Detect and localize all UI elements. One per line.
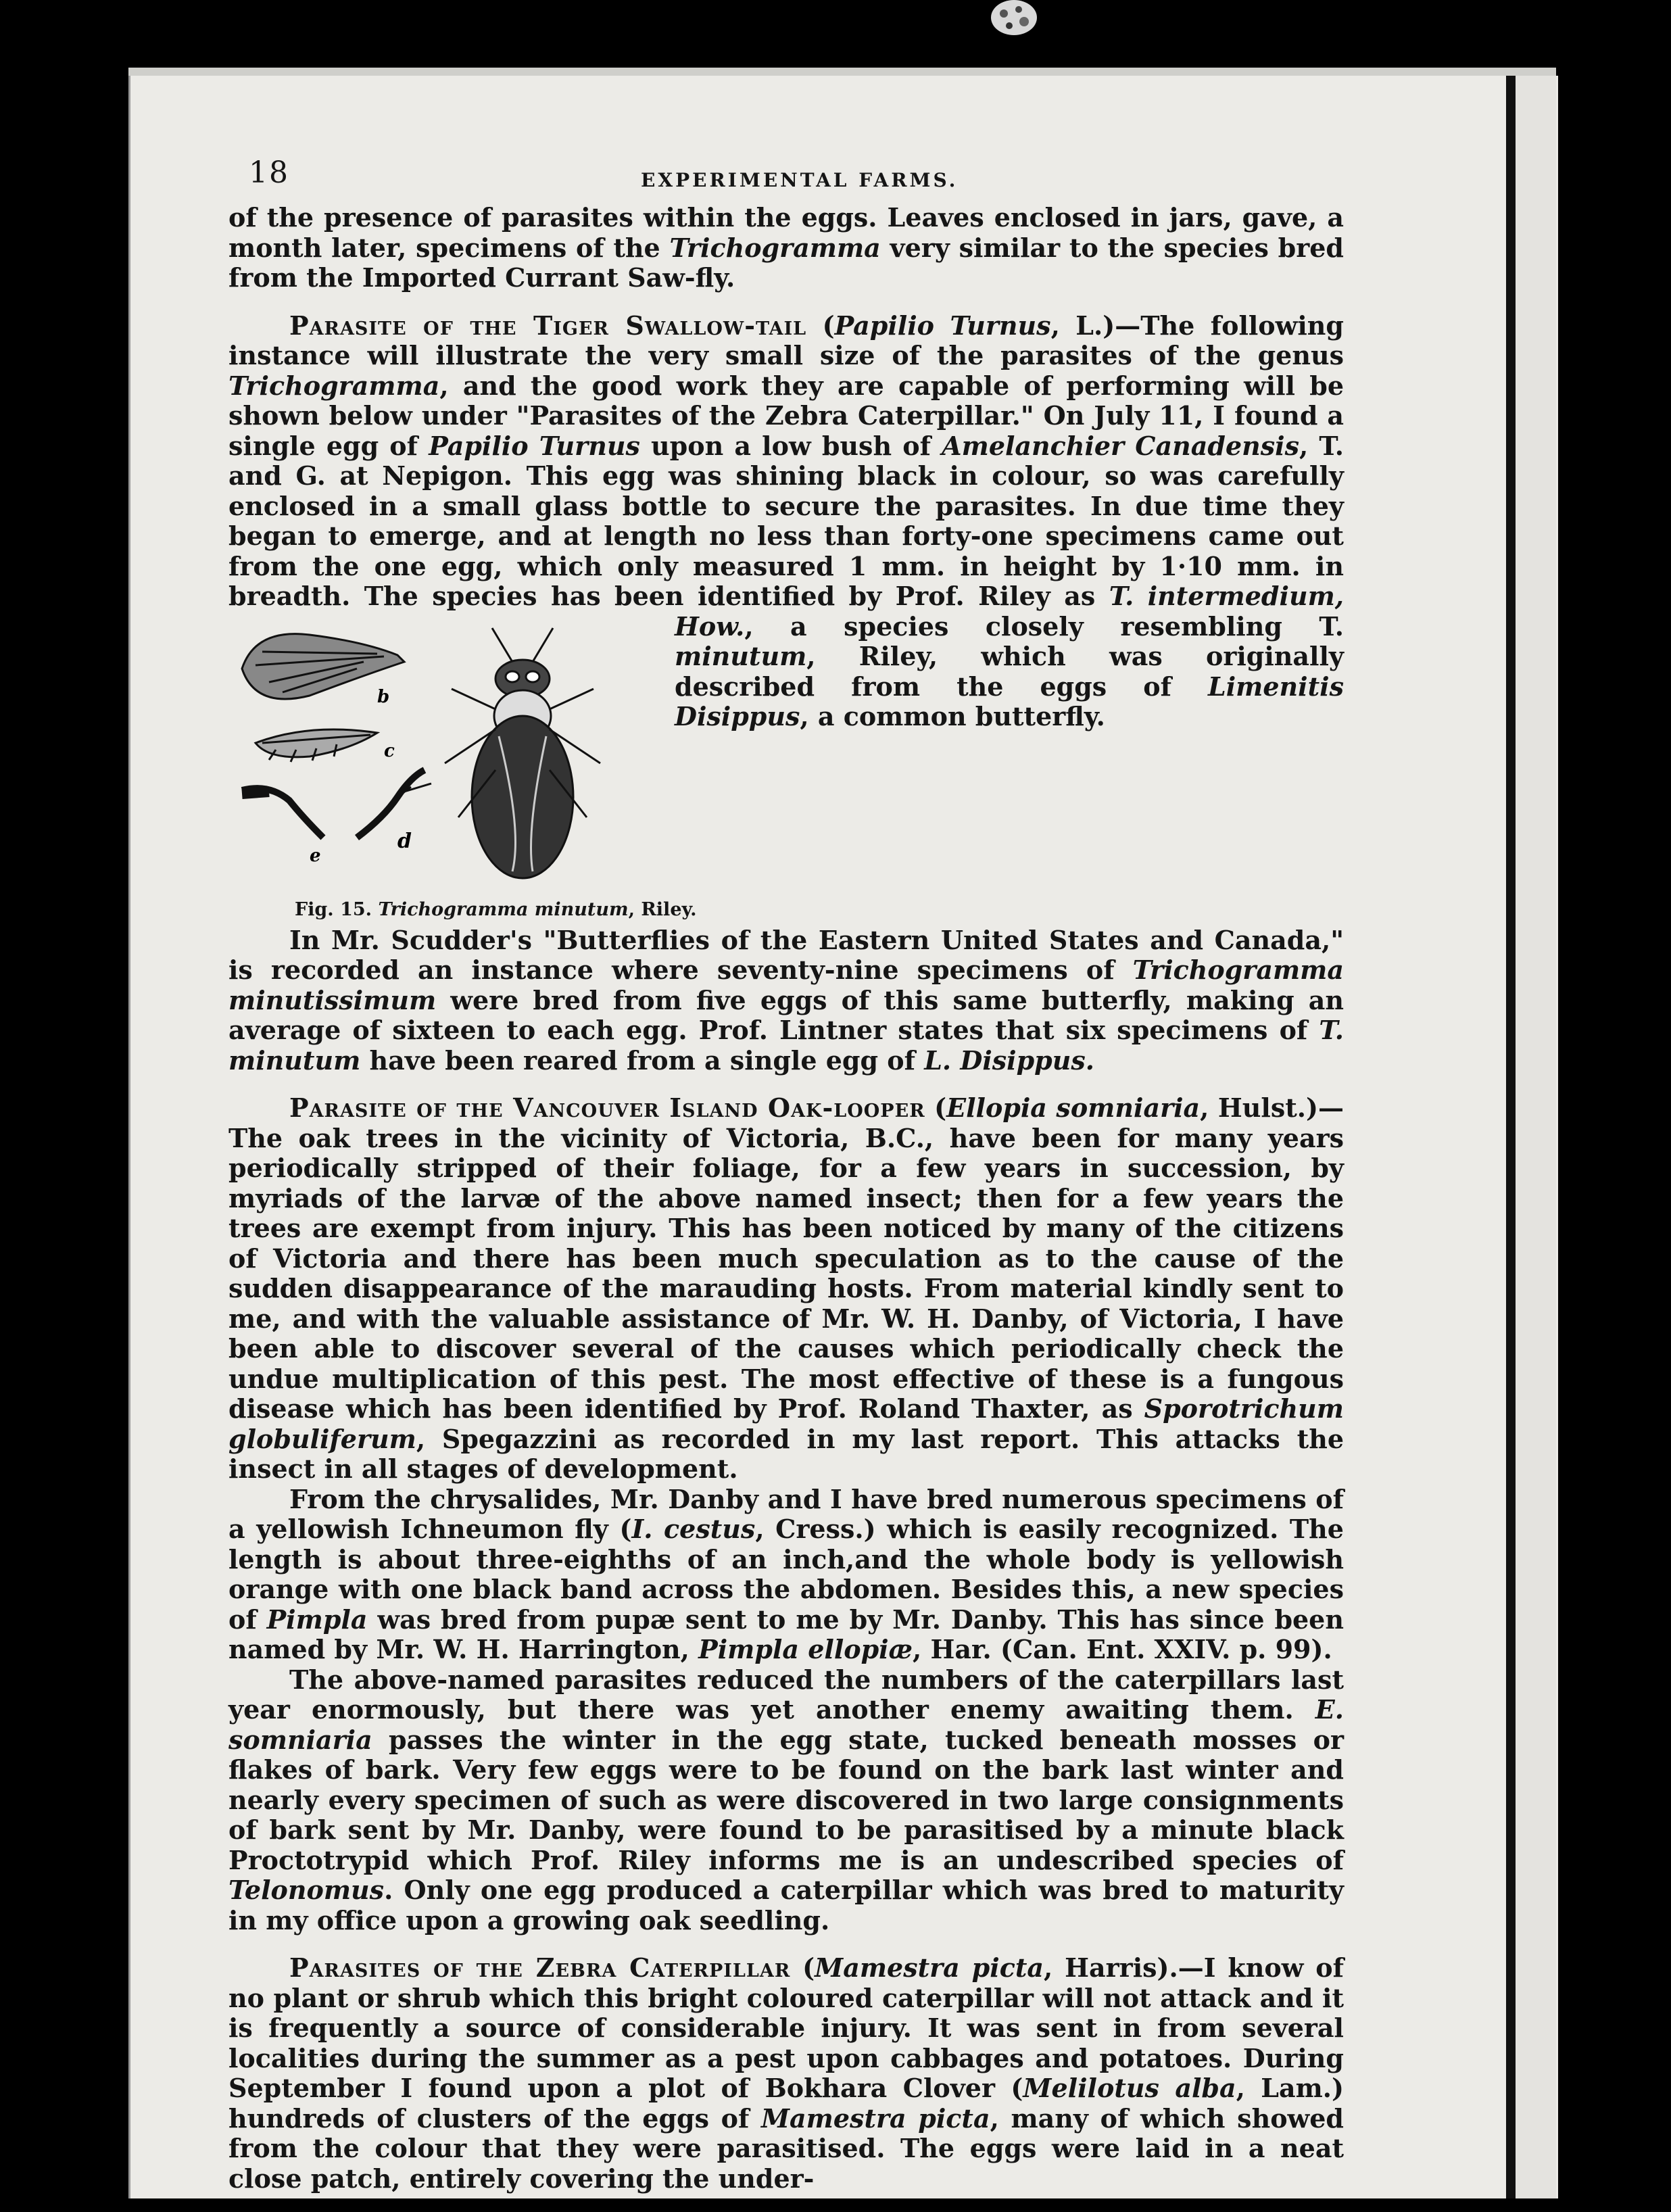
document-page — [228, 155, 1344, 2194]
figure-trichogramma — [228, 615, 697, 925]
scan-blemish — [984, 0, 1044, 39]
figure-label-c: c — [384, 740, 395, 761]
section-heading: Parasite of the Tiger Swallow-tail — [289, 310, 807, 341]
figure-label-d: d — [397, 829, 412, 853]
binding-edge — [1506, 76, 1516, 2198]
paragraph-tiger-swallowtail: Parasite of the Tiger Swallow-tail (Papilio Turnus, L.)—The following instance will illustrate the very small size of the parasites of the genus Trichogramma, and the good work they are capable of performing will be shown below under "Parasites of the Zebra Caterpillar." On July 11, I found a single egg of Papilio Turnus upon a low bush of Amelanchier Canadensis, T. and G. at Nepigon. This egg was shining black in colour, so was carefully enclosed in a small glass bottle to secure the parasites. In due time they began to emerge, and at length no less than forty-one specimens came out from the one egg, which only measured 1 mm. in height by 1·10 mm. in breadth. The species has been identified by Prof. Riley as b c e d Fig. 15. Trichogramma minutum, Riley. T. intermedium, How., a species closely resembling T. minutum, Riley, which was originally described from the eggs of Limenitis Disippus, a common butterfly. — [228, 311, 1344, 732]
page-header — [228, 155, 1344, 203]
paragraph-scudder: In Mr. Scudder's "Butterflies of the Eastern United States and Canada," is recorded an instance where seventy-nine specimens of Trichogramma minutissimum were bred from five eggs of this same butterfly, making an average of sixteen to each egg. Prof. Lintner states that six specimens of T. minutum have been reared from a single egg of L. Disippus. — [228, 924, 1344, 1076]
figure-label-b: b — [377, 686, 390, 707]
figure-caption: Fig. 15. Trichogramma minutum, Riley. — [295, 899, 697, 920]
paragraph-parasites-reduced: The above-named parasites reduced the numbers of the caterpillars last year enormously, but there was yet another enemy awaiting them. E. somniaria passes the winter in the egg state, tucked beneath mosses or flakes of bark. Very few eggs were to be found on the bark last winter and nearly every specimen of such as were discovered in two large consignments of bark sent by Mr. Danby, were found to be parasitised by a minute black Proctotrypid which Prof. Riley informs me is an undescribed species of Telonomus. Only one egg produced a caterpillar which was bred to maturity in my office upon a growing oak seedling. — [228, 1664, 1344, 1936]
running-title: EXPERIMENTAL FARMS. — [641, 169, 959, 191]
section-heading: Parasites of the Zebra Caterpillar — [289, 1952, 791, 1983]
paragraph-chrysalides: From the chrysalides, Mr. Danby and I have bred numerous specimens of a yellowish Ichneumon fly (I. cestus, Cress.) which is easily recognized. The length is about three-eighths of an inch,and the whole body is yellowish orange with one black band across the abdomen. Besides this, a new species of Pimpla was bred from pupæ sent to me by Mr. Danby. This has since been named by Mr. W. H. Harrington, Pimpla ellopiæ, Har. (Can. Ent. XXIV. p. 99). — [228, 1483, 1344, 1664]
paragraph-1: of the presence of parasites within the eggs. Leaves enclosed in jars, gave, a month later, specimens of the Trichogramma very similar to the species bred from the Imported Currant Saw-fly. — [228, 202, 1344, 293]
insect-illustration — [228, 615, 661, 892]
paragraph-oak-looper: Parasite of the Vancouver Island Oak-looper (Ellopia somniaria, Hulst.)—The oak trees in the vicinity of Victoria, B.C., have been for many years periodically stripped of their foliage, for a few years in succession, by myriads of the larvæ of the above named insect; then for a few years the trees are exempt from injury. This has been noticed by many of the citizens of Victoria and there has been much speculation as to the cause of the sudden disappearance of the marauding hosts. From material kindly sent to me, and with the valuable assistance of Mr. W. H. Danby, of Victoria, I have been able to discover several of the causes which periodically check the undue multiplication of this pest. The most effective of these is a fungous disease which has been identified by Prof. Roland Thaxter, as Sporotrichum globuliferum, Spegazzini as recorded in my last report. This attacks the insect in all stages of development. — [228, 1092, 1345, 1484]
page-number: 18 — [249, 155, 289, 190]
section-heading: Parasite of the Vancouver Island Oak-looper — [289, 1092, 925, 1123]
figure-label-e: e — [310, 845, 321, 866]
adjacent-page-strip — [1516, 76, 1556, 2198]
paragraph-zebra-caterpillar: Parasites of the Zebra Caterpillar (Mamestra picta, Harris).—I know of no plant or shrub which this bright coloured caterpillar will not attack and it is frequently a source of considerable injury. It was sent in from several localities during the summer as a pest upon cabbages and potatoes. During September I found upon a plot of Bokhara Clover (Melilotus alba, Lam.) hundreds of clusters of the eggs of Mamestra picta, many of which showed from the colour that they were parasitised. The eggs were laid in a neat close patch, entirely covering the under- — [228, 1952, 1344, 2194]
